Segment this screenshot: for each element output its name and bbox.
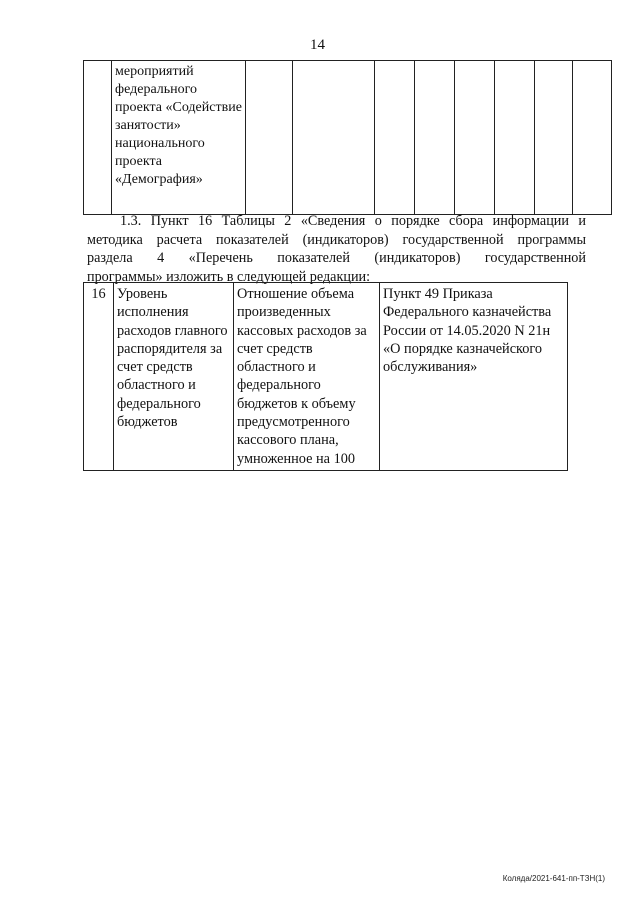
new-row-table [83, 282, 568, 471]
continued-table [83, 60, 612, 215]
table-cell-empty [495, 61, 535, 215]
table-row [84, 283, 568, 471]
table-row [84, 61, 612, 215]
page-number: 14 [310, 37, 325, 53]
table-cell-empty [293, 61, 375, 215]
row-number: 16 [84, 283, 114, 471]
table-cell-empty [84, 61, 112, 215]
data-source: Пункт 49 Приказа Федерального казначейства России от 14.05.2020 N 21н «О порядке казначейского обслуживания» [380, 283, 568, 471]
table-cell-empty [573, 61, 612, 215]
paragraph-line: раздела 4 «Перечень показателей (индикаторов) государственной [87, 250, 586, 267]
table-cell-empty [246, 61, 293, 215]
table-cell-empty [535, 61, 573, 215]
table-cell-empty [415, 61, 455, 215]
paragraph-line: программы» изложить в следующей редакции: [87, 268, 371, 285]
indicator-name: Уровень исполнения расходов главного распорядителя за счет средств областного и федерального бюджетов [114, 283, 234, 471]
amendment-paragraph [87, 212, 586, 286]
calculation-method: Отношение объема произведенных кассовых расходов за счет средств областного и федерального бюджетов к объему предусмотренного кассового плана, умноженное на 100 [234, 283, 380, 471]
paragraph-line: методика расчета показателей (индикаторов) государственной программы [87, 231, 586, 248]
table-cell-empty [455, 61, 495, 215]
paragraph-line: 1.3. Пункт 16 Таблицы 2 «Сведения о порядке сбора информации и [120, 213, 586, 229]
table-cell-text: мероприятий федерального проекта «Содействие занятости» национального проекта «Демография» [112, 61, 246, 215]
table-cell-empty [375, 61, 415, 215]
document-code: Коляда/2021-641-пп-ТЗН(1) [502, 874, 605, 883]
